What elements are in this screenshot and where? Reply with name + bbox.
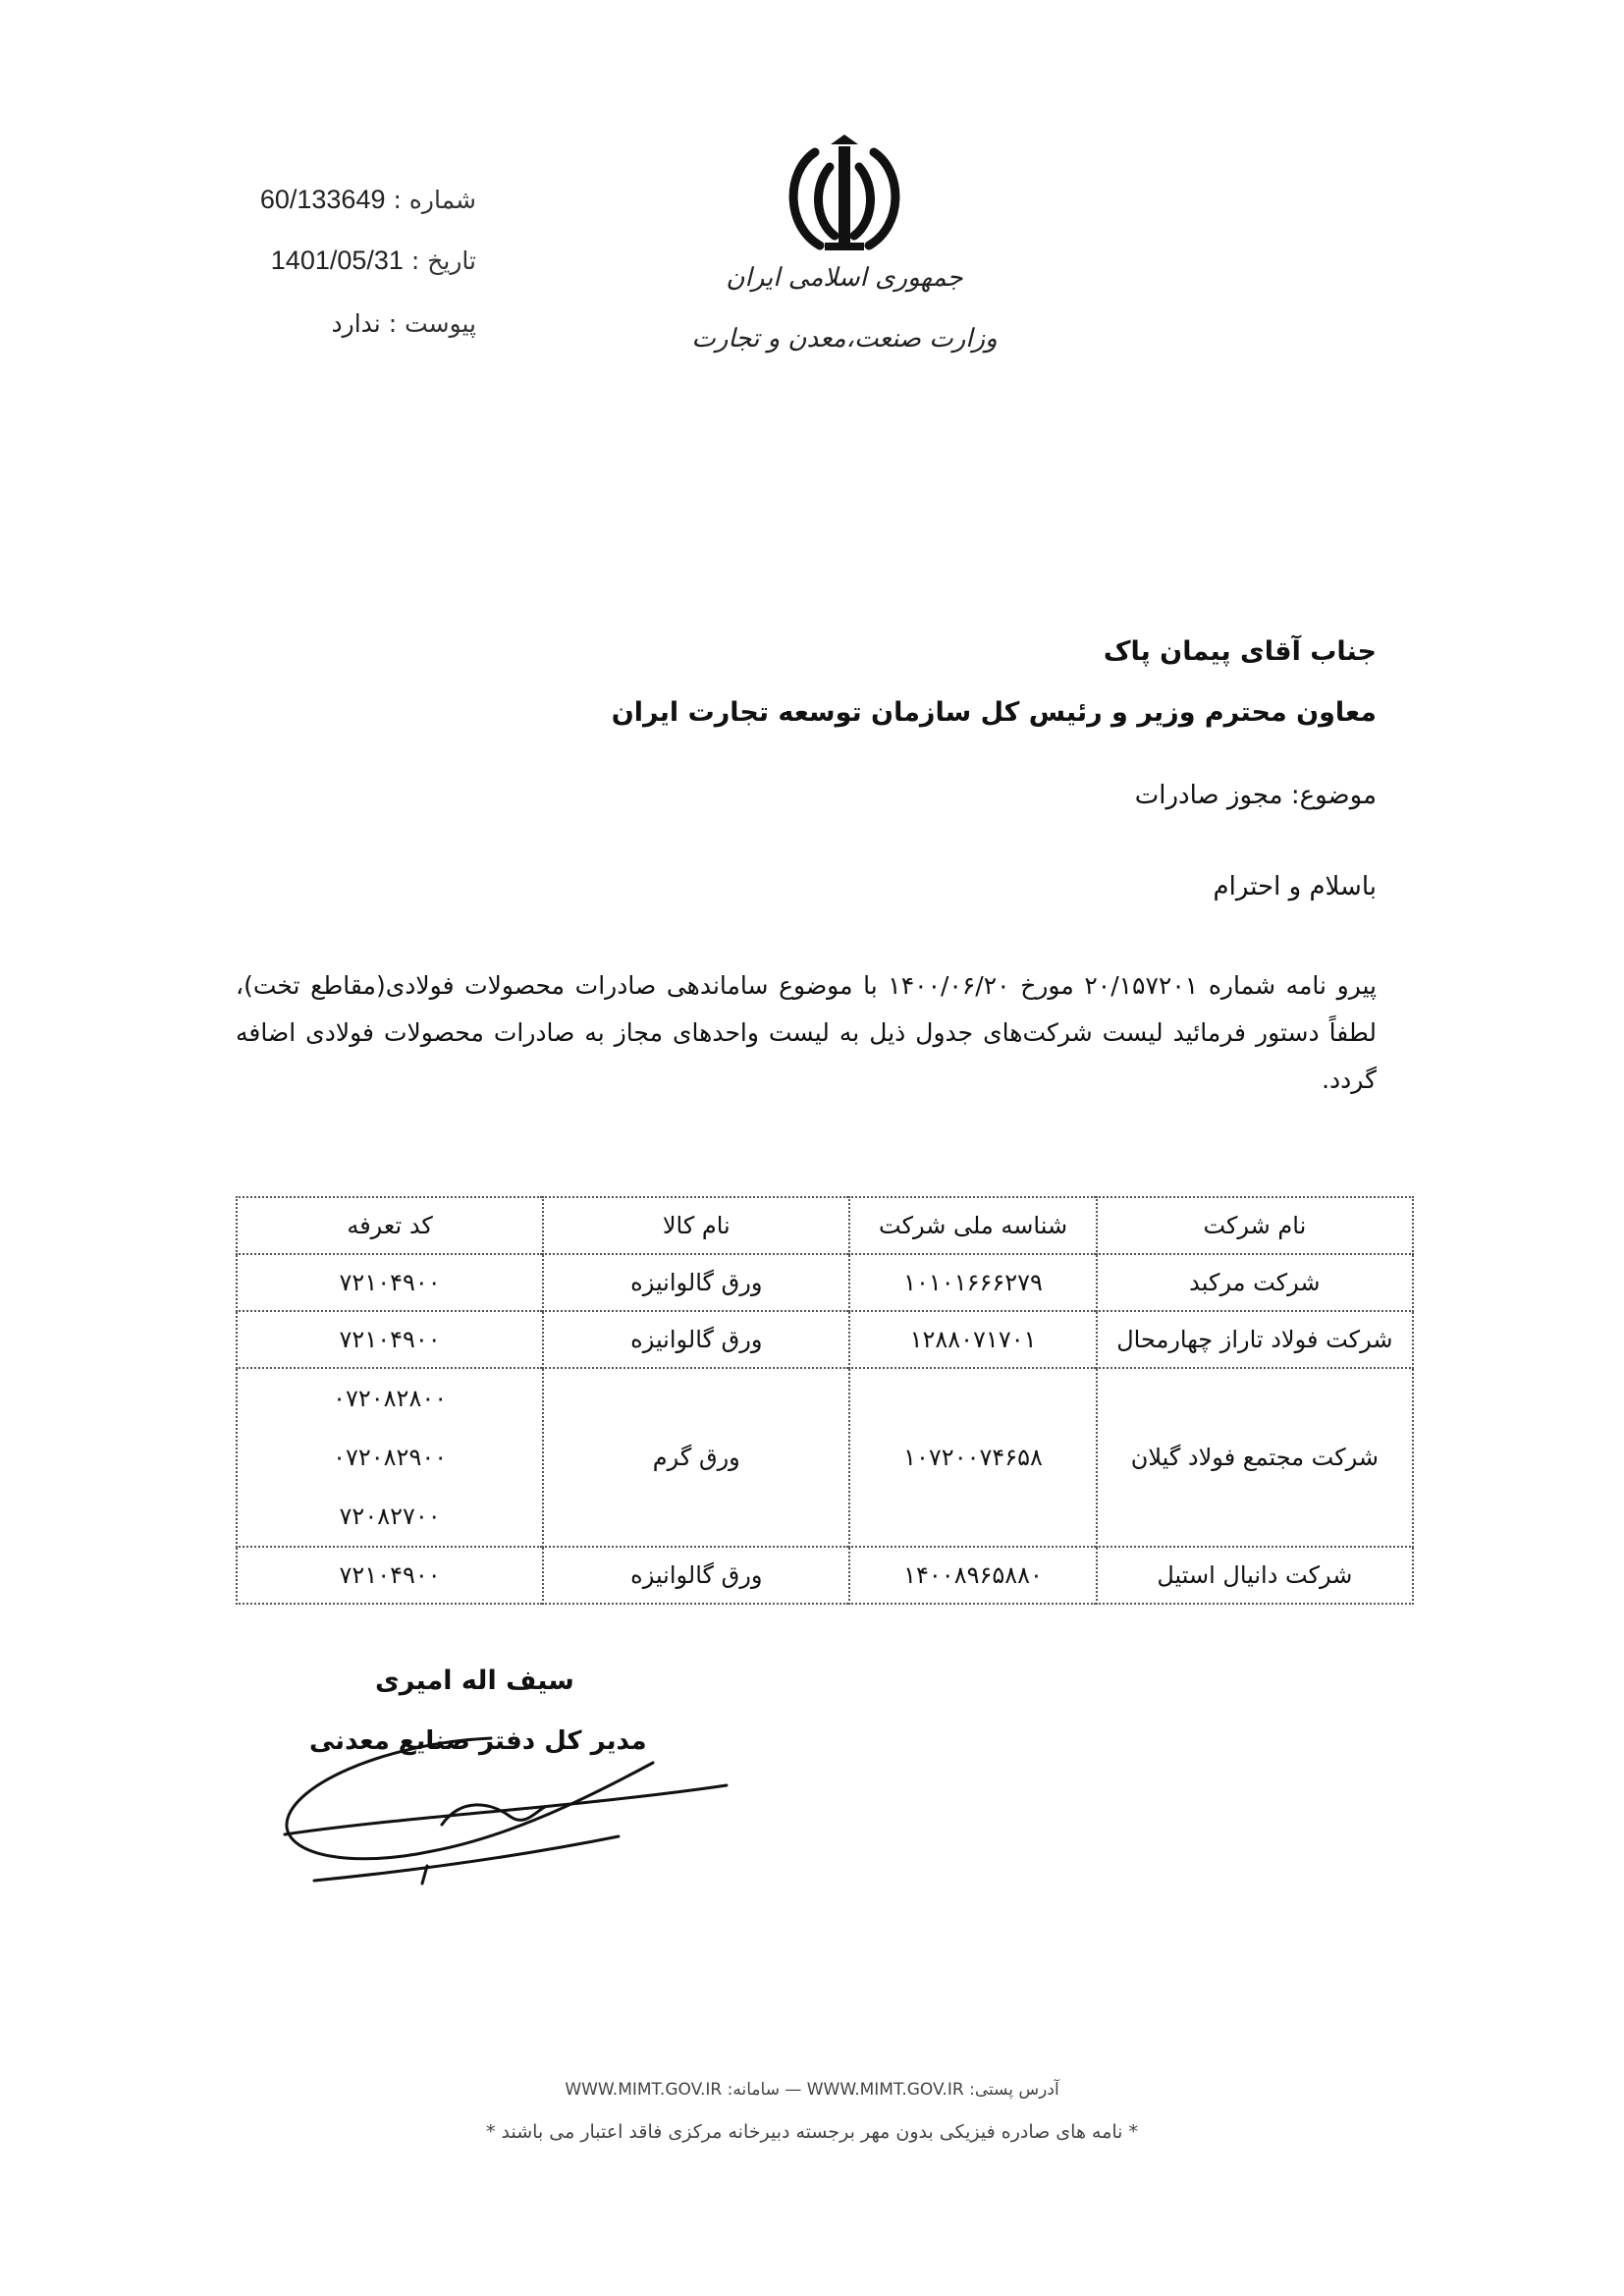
- letter-greeting: باسلام و احترام: [1213, 872, 1377, 902]
- letter-date-label: تاریخ :: [410, 246, 476, 275]
- cell-national-id: ۱۰۷۲۰۰۷۴۶۵۸: [849, 1368, 1096, 1547]
- table-row: [237, 1368, 1413, 1547]
- letter-date-value: 1401/05/31: [270, 246, 404, 275]
- tariff-code: ۰۷۲۰۸۲۸۰۰: [333, 1385, 448, 1412]
- cell-product: ورق گرم: [543, 1368, 849, 1547]
- col-header-national-id: شناسه ملی شرکت: [849, 1197, 1096, 1254]
- table-header-row: [237, 1197, 1413, 1254]
- col-header-company: نام شرکت: [1097, 1197, 1413, 1254]
- signer-title: مدیر کل دفتر صنایع معدنی: [309, 1726, 647, 1756]
- cell-product: ورق گالوانیزه: [543, 1547, 849, 1604]
- cell-company: شرکت مجتمع فولاد گیلان: [1097, 1368, 1413, 1547]
- cell-company: شرکت فولاد تاراز چهارمحال: [1097, 1311, 1413, 1368]
- letter-attachment: [201, 309, 476, 338]
- iran-emblem-icon: [776, 133, 913, 260]
- companies-table: [236, 1196, 1414, 1605]
- cell-product: ورق گالوانیزه: [543, 1311, 849, 1368]
- letter-attachment-value: ندارد: [331, 309, 381, 338]
- cell-tariff: ۷۲۱۰۴۹۰۰: [237, 1254, 543, 1311]
- cell-product: ورق گالوانیزه: [543, 1254, 849, 1311]
- cell-tariff: [237, 1368, 543, 1547]
- table-row: [237, 1311, 1413, 1368]
- letter-number-value: 60/133649: [259, 185, 386, 214]
- handwritten-signature: [265, 1709, 736, 1905]
- cell-national-id: ۱۰۱۰۱۶۶۶۲۷۹: [849, 1254, 1096, 1311]
- cell-company: شرکت مرکبد: [1097, 1254, 1413, 1311]
- cell-tariff: ۷۲۱۰۴۹۰۰: [237, 1547, 543, 1604]
- letter-date: [201, 246, 476, 276]
- table-row: [237, 1254, 1413, 1311]
- footer-notice: * نامه های صادره فیزیکی بدون مهر برجسته دبیرخانه مرکزی فاقد اعتبار می باشند *: [485, 2121, 1139, 2143]
- tariff-code: ۷۲۰۸۲۷۰۰: [339, 1503, 441, 1530]
- cell-company: شرکت دانیال استیل: [1097, 1547, 1413, 1604]
- letter-number-label: شماره :: [393, 186, 476, 214]
- cell-tariff: ۷۲۱۰۴۹۰۰: [237, 1311, 543, 1368]
- footer-address: آدرس پستی: WWW.MIMT.GOV.IR — سامانه: WWW.MIMT.GOV.IR: [565, 2080, 1059, 2100]
- table-row: [237, 1547, 1413, 1604]
- cell-national-id: ۱۲۸۸۰۷۱۷۰۱: [849, 1311, 1096, 1368]
- org-name-line1: جمهوری اسلامی ایران: [726, 263, 963, 293]
- letter-number: [201, 185, 476, 215]
- org-name-line2: وزارت صنعت،معدن و تجارت: [691, 324, 998, 354]
- tariff-code: ۰۷۲۰۸۲۹۰۰: [333, 1444, 448, 1471]
- col-header-tariff: کد تعرفه: [237, 1197, 543, 1254]
- recipient-title: معاون محترم وزیر و رئیس کل سازمان توسعه تجارت ایران: [611, 697, 1377, 728]
- letter-body: پیرو نامه شماره ۲۰/۱۵۷۲۰۱ مورخ ۱۴۰۰/۰۶/۲۰ با موضوع ساماندهی صادرات محصولات فولادی(مقاطع تخت)، لطفاً دستور فرمائید لیست شرکت‌های جدول ذیل به لیست واحدهای مجاز به صادرات محصولات فولادی اضافه گردد.: [236, 971, 1377, 1094]
- cell-national-id: ۱۴۰۰۸۹۶۵۸۸۰: [849, 1547, 1096, 1604]
- recipient-name: جناب آقای پیمان پاک: [1103, 636, 1377, 667]
- letter-subject: موضوع: مجوز صادرات: [1134, 781, 1377, 810]
- col-header-product: نام کالا: [543, 1197, 849, 1254]
- letter-attachment-label: پیوست :: [388, 309, 476, 338]
- signer-name: سیف اله امیری: [375, 1666, 574, 1696]
